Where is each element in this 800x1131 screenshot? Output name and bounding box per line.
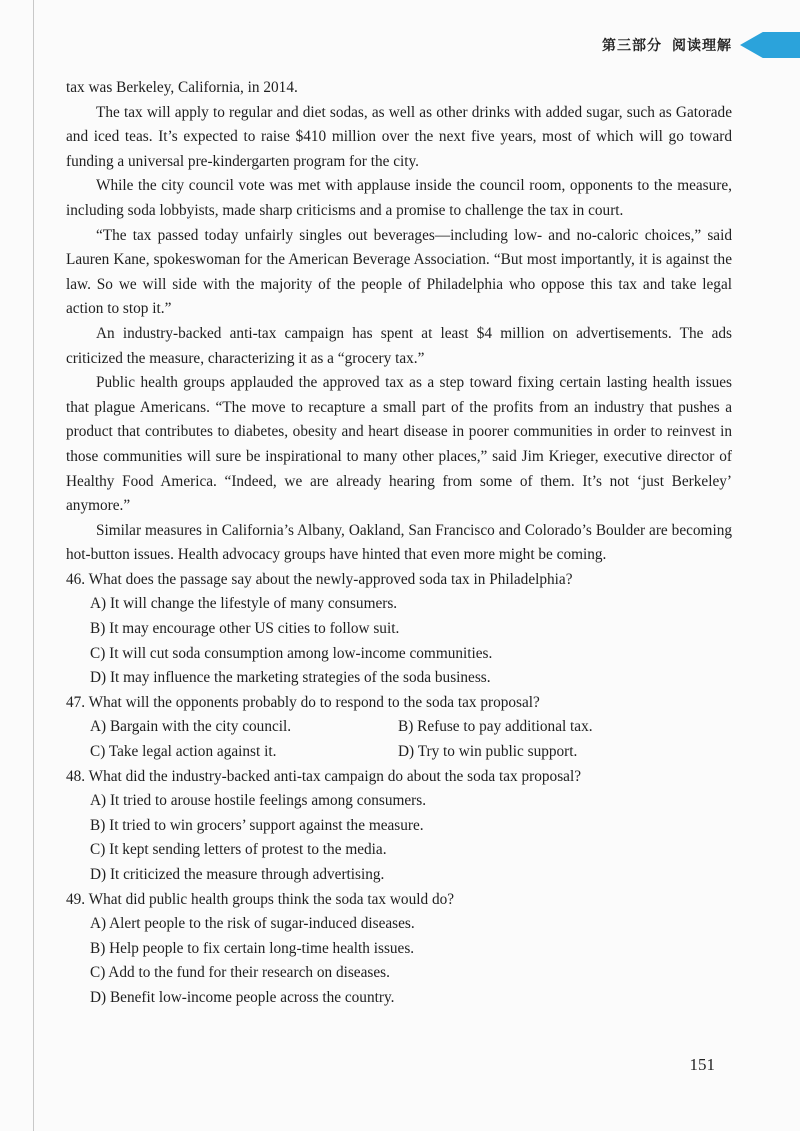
paragraph: While the city council vote was met with applause inside the council room, opponents to the measure, including soda lobbyists, made sharp criticisms and a promise to challenge the tax in court. <box>66 177 732 219</box>
answer-option: A) Bargain with the city council. <box>90 718 292 736</box>
question-49 <box>66 888 732 1011</box>
question-stem: 47. What will the opponents probably do to respond to the soda tax proposal? <box>66 693 540 711</box>
option-row <box>66 740 732 765</box>
paragraph: Similar measures in California’s Albany, Oakland, San Francisco and Colorado’s Boulder are becoming hot-button issues. Health advocacy groups have hinted that even more might be coming. <box>66 521 732 564</box>
question-stem: 48. What did the industry-backed anti-tax campaign do about the soda tax proposal? <box>66 767 581 785</box>
reading-passage <box>66 76 732 1011</box>
section-title: 阅读理解 <box>672 38 732 54</box>
answer-option: C) It kept sending letters of protest to the media. <box>90 841 387 859</box>
paragraph: Public health groups applauded the approved tax as a step toward fixing certain lasting health issues that plague Americans. “The move to recapture a small part of the profits from an industry that pushes a product that contributes to diabetes, obesity and heart disease in poorer communities in order to reinvest in those communities will sure be inspirational to many other places,” said Jim Krieger, executive director of Healthy Food America. “Indeed, we are already hearing from some of them. It’s not ‘just Berkeley’ anymore.” <box>66 374 732 515</box>
question-47 <box>66 691 732 765</box>
option-row <box>66 715 732 740</box>
section-label: 第三部分 <box>602 38 662 54</box>
answer-option: B) It tried to win grocers’ support against the measure. <box>90 816 424 834</box>
answer-option: A) Alert people to the risk of sugar-induced diseases. <box>90 915 415 933</box>
answer-option: B) It may encourage other US cities to follow suit. <box>90 620 400 638</box>
answer-option: C) It will cut soda consumption among low-income communities. <box>90 644 493 662</box>
answer-option: D) Try to win public support. <box>398 743 578 761</box>
answer-option: C) Take legal action against it. <box>90 743 277 761</box>
paragraph: “The tax passed today unfairly singles out beverages—including low- and no-caloric choices,” said Lauren Kane, spokeswoman for the American Beverage Association. “But most importantly, it is against the law. So we will side with the majority of the people of Philadelphia who oppose this tax and take legal action to stop it.” <box>66 226 732 318</box>
paragraph: An industry-backed anti-tax campaign has spent at least $4 million on advertisements. The ads criticized the measure, characterizing it as a “grocery tax.” <box>66 324 732 367</box>
binding-line <box>33 0 34 1131</box>
answer-option: A) It tried to arouse hostile feelings among consumers. <box>90 792 427 810</box>
question-48 <box>66 765 732 888</box>
answer-option: A) It will change the lifestyle of many consumers. <box>90 595 398 613</box>
question-stem: 49. What did public health groups think the soda tax would do? <box>66 890 455 908</box>
question-46 <box>66 568 732 691</box>
question-stem: 46. What does the passage say about the newly-approved soda tax in Philadelphia? <box>66 570 573 588</box>
answer-option: B) Refuse to pay additional tax. <box>398 718 593 736</box>
answer-option: D) It criticized the measure through advertising. <box>90 866 385 883</box>
answer-option: D) It may influence the marketing strategies of the soda business. <box>90 669 491 687</box>
page-header <box>602 34 800 56</box>
paragraph: The tax will apply to regular and diet sodas, as well as other drinks with added sugar, such as Gatorade and iced teas. It’s expected to raise $410 million over the next five years, most of which will go toward funding a universal pre-kindergarten program for the city. <box>66 103 732 170</box>
page-number: 151 <box>689 1055 715 1074</box>
section-heading <box>602 35 732 55</box>
header-tab-marker <box>740 32 800 58</box>
answer-option: B) Help people to fix certain long-time health issues. <box>90 939 415 957</box>
paragraph: tax was Berkeley, California, in 2014. <box>66 79 298 96</box>
answer-option: D) Benefit low-income people across the country. <box>90 988 395 1006</box>
answer-option: C) Add to the fund for their research on diseases. <box>90 964 390 982</box>
